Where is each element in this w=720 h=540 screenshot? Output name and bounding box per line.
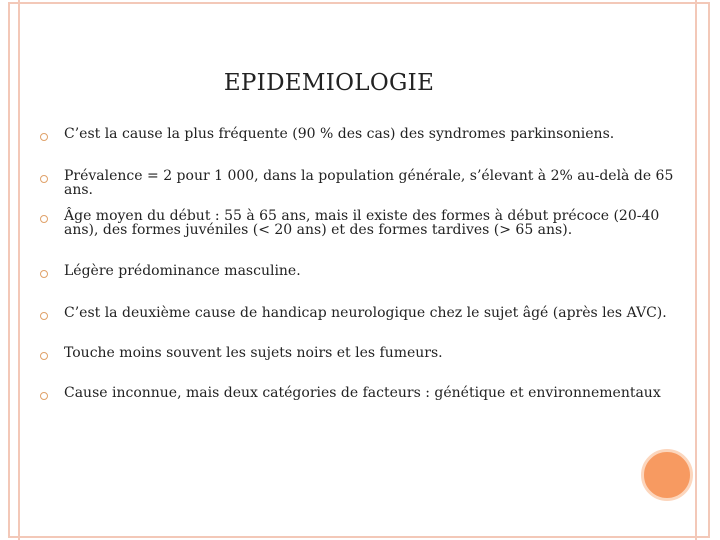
bullet-icon — [40, 392, 48, 400]
decorative-circle — [641, 449, 693, 501]
bullet-text: C’est la cause la plus fréquente (90 % des cas) des syndromes parkinsoniens. — [64, 126, 615, 142]
bullet-icon — [40, 312, 48, 320]
frame-right-line — [695, 0, 697, 540]
bullet-icon — [40, 215, 48, 223]
bullet-text: Légère prédominance masculine. — [64, 263, 301, 279]
bullet-icon — [40, 175, 48, 183]
bullet-icon — [40, 352, 48, 360]
bullet-icon — [40, 133, 48, 141]
bullet-text: C’est la deuxième cause de handicap neurologique chez le sujet âgé (après les AVC). — [64, 305, 667, 321]
bullet-icon — [40, 270, 48, 278]
slide-title: EPIDEMIOLOGIE — [223, 70, 435, 97]
bullet-text: Âge moyen du début : 55 à 65 ans, mais il existe des formes à début précoce (20-40 ans), des formes juvéniles (< 20 ans) et des formes tardives (> 65 ans). — [64, 208, 660, 238]
bullet-text: Touche moins souvent les sujets noirs et les fumeurs. — [64, 345, 443, 361]
bullet-text: Cause inconnue, mais deux catégories de facteurs : génétique et environnementaux — [64, 385, 661, 401]
bullet-text: Prévalence = 2 pour 1 000, dans la population générale, s’élevant à 2% au-delà de 65 ans. — [64, 168, 674, 198]
